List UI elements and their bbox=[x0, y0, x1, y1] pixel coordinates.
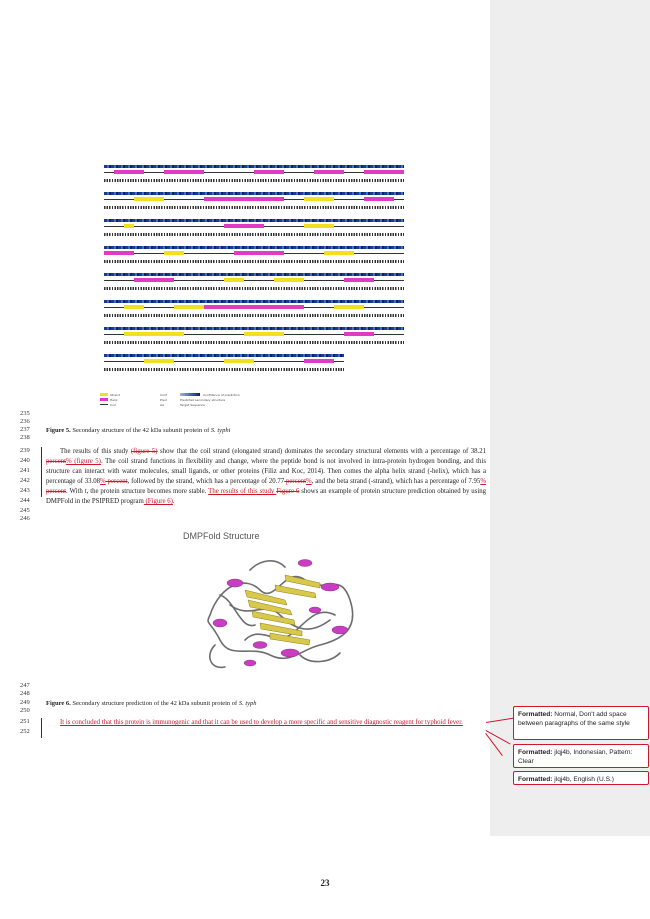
helix-segment bbox=[204, 305, 304, 309]
coil-segment bbox=[284, 334, 344, 335]
figure5-caption-species: S. typhi bbox=[210, 427, 231, 434]
legend-pred-key: Pred bbox=[160, 398, 167, 402]
line-number: 237 bbox=[20, 426, 30, 433]
coil-segment bbox=[104, 199, 134, 200]
sequence-track bbox=[104, 233, 404, 236]
comment-label: Formatted: bbox=[518, 749, 553, 756]
figure6-caption-label: Figure 6. bbox=[46, 700, 71, 707]
para1-text: . bbox=[172, 498, 175, 505]
para1-text: , and the beta strand (-strand), which has a percentage of 7.95 bbox=[311, 478, 481, 485]
protein-structure-image bbox=[190, 545, 370, 675]
line-number: 236 bbox=[20, 418, 30, 425]
sequence-track bbox=[104, 287, 404, 290]
legend-aa-desc: Target Sequence bbox=[180, 403, 206, 407]
confidence-track bbox=[104, 273, 404, 276]
deleted-text: (figure 5) bbox=[130, 448, 158, 455]
figure6-title: DMPFold Structure bbox=[183, 531, 260, 541]
coil-segment bbox=[244, 280, 274, 281]
psipred-row bbox=[90, 354, 400, 380]
strand-segment bbox=[164, 251, 184, 255]
strand-segment bbox=[174, 305, 204, 309]
sequence-track bbox=[104, 368, 344, 371]
psipred-row bbox=[90, 300, 400, 326]
line-number: 249 bbox=[20, 699, 30, 706]
inserted-text: % (figure 5) bbox=[66, 458, 101, 465]
legend-strand-swatch bbox=[100, 393, 108, 396]
deleted-text: percent bbox=[46, 488, 66, 495]
coil-segment bbox=[104, 307, 124, 308]
coil-segment bbox=[354, 253, 404, 254]
helix-segment bbox=[344, 278, 374, 282]
coil-segment bbox=[144, 172, 164, 173]
coil-segment bbox=[164, 199, 204, 200]
inserted-text: % bbox=[480, 478, 486, 485]
figure5-caption-label: Figure 5. bbox=[46, 427, 71, 434]
comment-label: Formatted: bbox=[518, 711, 553, 718]
line-number: 252 bbox=[20, 728, 30, 735]
coil-segment bbox=[344, 172, 364, 173]
coil-segment bbox=[104, 226, 124, 227]
coil-segment bbox=[334, 199, 364, 200]
figure5-caption-text: Secondary structure of the 42 kDa subunit protein of bbox=[72, 427, 210, 434]
inserted-text: It is concluded that this protein is immunogenic and that it can be used to develop a more specific and sensitive diagnostic reagent for typhoid fever. bbox=[60, 719, 463, 726]
para1-text: . With t, the protein structure becomes more stable. bbox=[66, 488, 209, 495]
psipred-row bbox=[90, 327, 400, 353]
figure5-caption bbox=[46, 426, 486, 436]
line-number: 247 bbox=[20, 682, 30, 689]
strand-segment bbox=[334, 305, 364, 309]
deleted-text: Figure 6 bbox=[276, 488, 300, 495]
deleted-text: percent bbox=[105, 478, 128, 485]
coil-segment bbox=[104, 280, 134, 281]
line-number: 251 bbox=[20, 718, 30, 725]
line-number: 246 bbox=[20, 515, 30, 522]
confidence-track bbox=[104, 165, 404, 168]
inserted-text: % bbox=[100, 478, 106, 485]
coil-segment bbox=[334, 226, 404, 227]
strand-segment bbox=[124, 332, 184, 336]
psipred-row bbox=[90, 219, 400, 245]
helix-segment bbox=[254, 170, 284, 174]
sequence-track bbox=[104, 314, 404, 317]
prediction-track bbox=[104, 224, 404, 228]
comment-text: jlqj4b, Indonesian, Pattern: Clear bbox=[518, 749, 633, 765]
confidence-track bbox=[104, 327, 404, 330]
strand-segment bbox=[124, 224, 134, 228]
legend-strand-label: Strand bbox=[110, 393, 120, 397]
figure5-legend bbox=[100, 393, 300, 413]
psipred-row bbox=[90, 273, 400, 299]
strand-segment bbox=[224, 359, 254, 363]
psipred-row bbox=[90, 165, 400, 191]
line-number: 243 bbox=[20, 487, 30, 494]
confidence-track bbox=[104, 192, 404, 195]
helix-segment bbox=[314, 170, 344, 174]
para1-text: show that the coil strand (elongated strand) dominates the secondary structural elements with a percentage of 38.21 bbox=[157, 448, 486, 455]
helix-segment bbox=[364, 170, 404, 174]
strand-segment bbox=[144, 359, 174, 363]
para1-text: . The coil strand functions in flexibility and change, where the peptide bond is not involved in intra-protein hydrogen bonding, and this structure can interact with water molecules, small ligands, or other proteins (Filiz and Koc, 2014). Then comes the alpha helix strand (-helix), which has a percentage of 33.08 bbox=[46, 458, 486, 485]
comment-bubble[interactable] bbox=[513, 706, 649, 740]
figure6-caption bbox=[46, 699, 486, 709]
para1-text: The results of this study bbox=[60, 448, 131, 455]
line-number: 238 bbox=[20, 434, 30, 441]
page-number: 23 bbox=[320, 878, 330, 888]
coil-segment bbox=[304, 280, 344, 281]
legend-aa-key: AA bbox=[160, 403, 165, 407]
strand-segment bbox=[244, 332, 284, 336]
coil-segment bbox=[174, 280, 224, 281]
line-number: 239 bbox=[20, 447, 30, 454]
coil-segment bbox=[174, 361, 224, 362]
line-number: 248 bbox=[20, 690, 30, 697]
comment-bubble[interactable] bbox=[513, 771, 649, 785]
figure6-caption-text: Secondary structure prediction of the 42 kDa subunit protein of bbox=[72, 700, 238, 707]
inserted-text: % bbox=[306, 478, 312, 485]
line-number: 242 bbox=[20, 477, 30, 484]
legend-coil-swatch bbox=[100, 404, 108, 405]
coil-segment bbox=[364, 307, 404, 308]
confidence-track bbox=[104, 246, 404, 249]
line-number: 250 bbox=[20, 707, 30, 714]
sequence-track bbox=[104, 260, 404, 263]
coil-segment bbox=[104, 172, 114, 173]
para1-text: , followed by the strand, which has a percentage of 20.77 bbox=[127, 478, 285, 485]
legend-conf-gradient bbox=[180, 393, 200, 396]
coil-segment bbox=[264, 226, 304, 227]
coil-segment bbox=[134, 226, 224, 227]
strand-segment bbox=[134, 197, 164, 201]
coil-segment bbox=[284, 199, 304, 200]
helix-segment bbox=[164, 170, 204, 174]
coil-segment bbox=[104, 334, 124, 335]
helix-segment bbox=[134, 278, 174, 282]
deleted-text: percent bbox=[46, 458, 66, 465]
helix-segment bbox=[344, 332, 374, 336]
coil-segment bbox=[134, 253, 164, 254]
legend-conf-key: Conf bbox=[160, 393, 167, 397]
prediction-track bbox=[104, 197, 404, 201]
sequence-track bbox=[104, 341, 404, 344]
coil-segment bbox=[254, 361, 304, 362]
line-number: 241 bbox=[20, 467, 30, 474]
comment-text: jlqj4b, English (U.S.) bbox=[552, 776, 615, 783]
helix-segment bbox=[304, 359, 334, 363]
helix-segment bbox=[114, 170, 144, 174]
line-number: 244 bbox=[20, 497, 30, 504]
coil-segment bbox=[204, 172, 254, 173]
inserted-text: The results of this study bbox=[208, 488, 277, 495]
strand-segment bbox=[304, 197, 334, 201]
coil-segment bbox=[104, 361, 144, 362]
line-number: 245 bbox=[20, 507, 30, 514]
legend-helix-swatch bbox=[100, 398, 108, 401]
prediction-track bbox=[104, 251, 404, 255]
psipred-row bbox=[90, 246, 400, 272]
confidence-track bbox=[104, 300, 404, 303]
prediction-track bbox=[104, 332, 404, 336]
sequence-track bbox=[104, 206, 404, 209]
coil-segment bbox=[374, 280, 404, 281]
coil-segment bbox=[304, 307, 334, 308]
prediction-track bbox=[104, 305, 404, 309]
comment-bubble[interactable] bbox=[513, 744, 649, 768]
coil-segment bbox=[394, 199, 404, 200]
helix-segment bbox=[364, 197, 394, 201]
change-bar bbox=[41, 447, 42, 497]
strand-segment bbox=[124, 305, 144, 309]
coil-segment bbox=[334, 361, 344, 362]
paragraph-results[interactable] bbox=[46, 447, 486, 507]
helix-segment bbox=[224, 224, 264, 228]
legend-conf-desc: Confidence of prediction bbox=[203, 393, 240, 397]
comment-text: Normal, Don't add space between paragraphs of the same style bbox=[518, 711, 630, 727]
legend-helix-label: Helix bbox=[110, 398, 118, 402]
prediction-track bbox=[104, 170, 404, 174]
paragraph-conclusion[interactable] bbox=[46, 718, 486, 728]
change-bar bbox=[41, 718, 42, 738]
line-number: 235 bbox=[20, 410, 30, 417]
line-number: 240 bbox=[20, 457, 30, 464]
legend-coil-label: Coil bbox=[110, 403, 116, 407]
coil-segment bbox=[284, 253, 324, 254]
strand-segment bbox=[274, 278, 304, 282]
coil-segment bbox=[144, 307, 174, 308]
confidence-track bbox=[104, 354, 344, 357]
coil-segment bbox=[374, 334, 404, 335]
prediction-track bbox=[104, 278, 404, 282]
para1-text: shows an example of protein structure prediction obtained by using DMPFold in the PSIPRED program bbox=[46, 488, 487, 505]
strand-segment bbox=[224, 278, 244, 282]
helix-segment bbox=[204, 197, 284, 201]
inserted-text: (Figure 6) bbox=[143, 498, 173, 505]
coil-segment bbox=[184, 253, 234, 254]
comment-label: Formatted: bbox=[518, 776, 553, 783]
prediction-track bbox=[104, 359, 344, 363]
strand-segment bbox=[304, 224, 334, 228]
helix-segment bbox=[104, 251, 134, 255]
coil-segment bbox=[184, 334, 244, 335]
figure5-psipred-chart bbox=[90, 165, 400, 410]
coil-segment bbox=[284, 172, 314, 173]
helix-segment bbox=[234, 251, 284, 255]
strand-segment bbox=[324, 251, 354, 255]
legend-pred-desc: Predicted secondary structure bbox=[180, 398, 226, 402]
psipred-row bbox=[90, 192, 400, 218]
deleted-text: percent bbox=[284, 478, 306, 485]
sequence-track bbox=[104, 179, 404, 182]
figure6-caption-species: S. typh bbox=[238, 700, 257, 707]
confidence-track bbox=[104, 219, 404, 222]
